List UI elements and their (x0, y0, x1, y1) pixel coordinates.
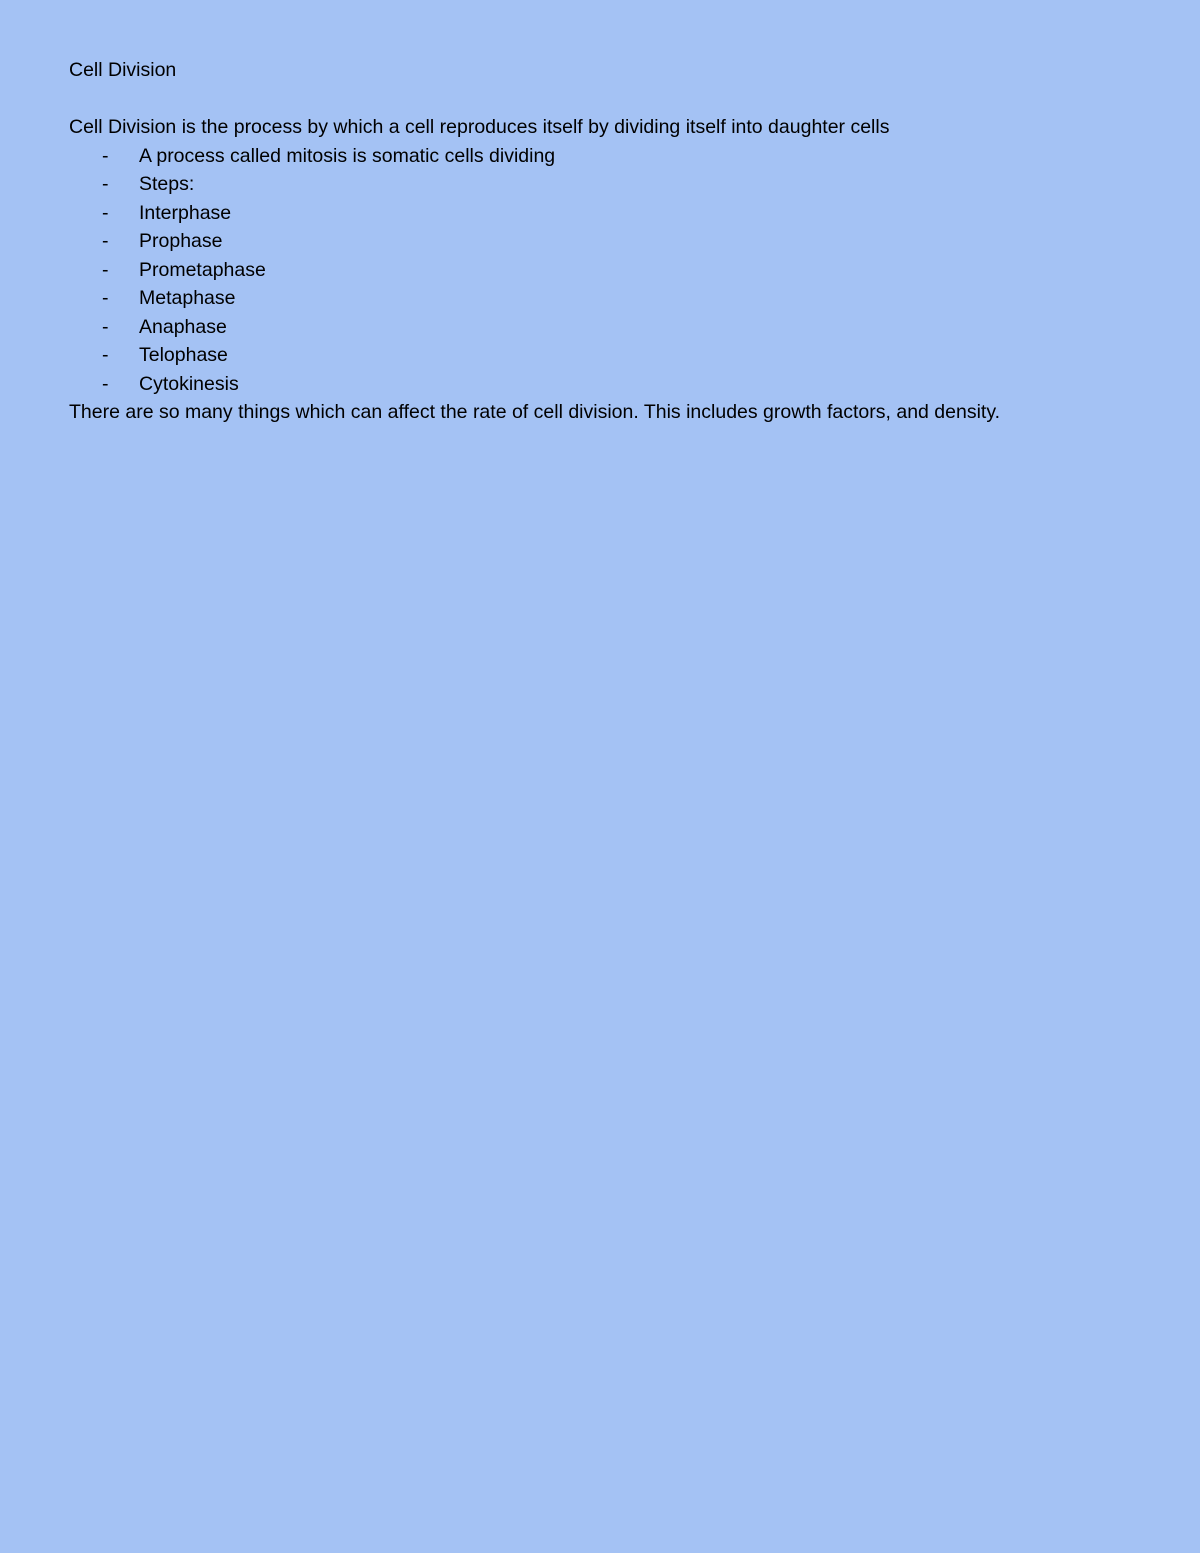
list-item (69, 284, 1149, 313)
list-item-text: Telophase (139, 344, 228, 366)
list-item (69, 142, 1149, 171)
list-item-text: Interphase (139, 201, 232, 224)
dash-list (69, 142, 1149, 399)
dash-marker: - (102, 230, 109, 252)
list-item-text: Cytokinesis (139, 372, 239, 395)
dash-marker: - (102, 144, 109, 167)
list-item-text: A process called mitosis is somatic cells dividing (139, 144, 556, 167)
dash-marker: - (102, 258, 109, 281)
list-item (69, 313, 1149, 342)
closing-paragraph: There are so many things which can affect the rate of cell division. This includes growth factors, and density. (69, 401, 1001, 423)
list-item-text: Metaphase (139, 287, 236, 309)
list-item (69, 170, 1149, 199)
dash-marker: - (102, 344, 109, 366)
list-item-text: Prometaphase (139, 258, 266, 281)
list-item (69, 370, 1149, 399)
intro-paragraph: Cell Division is the process by which a cell reproduces itself by dividing itself into daughter cells (69, 116, 890, 138)
blank-line (69, 85, 1149, 114)
list-item-text: Anaphase (139, 315, 227, 338)
dash-marker: - (102, 173, 109, 195)
dash-marker: - (102, 372, 109, 395)
document-body (69, 56, 1149, 427)
list-item (69, 256, 1149, 285)
dash-marker: - (102, 315, 109, 338)
document-title: Cell Division (69, 59, 177, 81)
dash-marker: - (102, 201, 109, 224)
list-item (69, 227, 1149, 256)
list-item (69, 199, 1149, 228)
list-item (69, 341, 1149, 370)
list-item-text: Prophase (139, 230, 223, 252)
list-item-text: Steps: (139, 173, 195, 195)
dash-marker: - (102, 287, 109, 309)
